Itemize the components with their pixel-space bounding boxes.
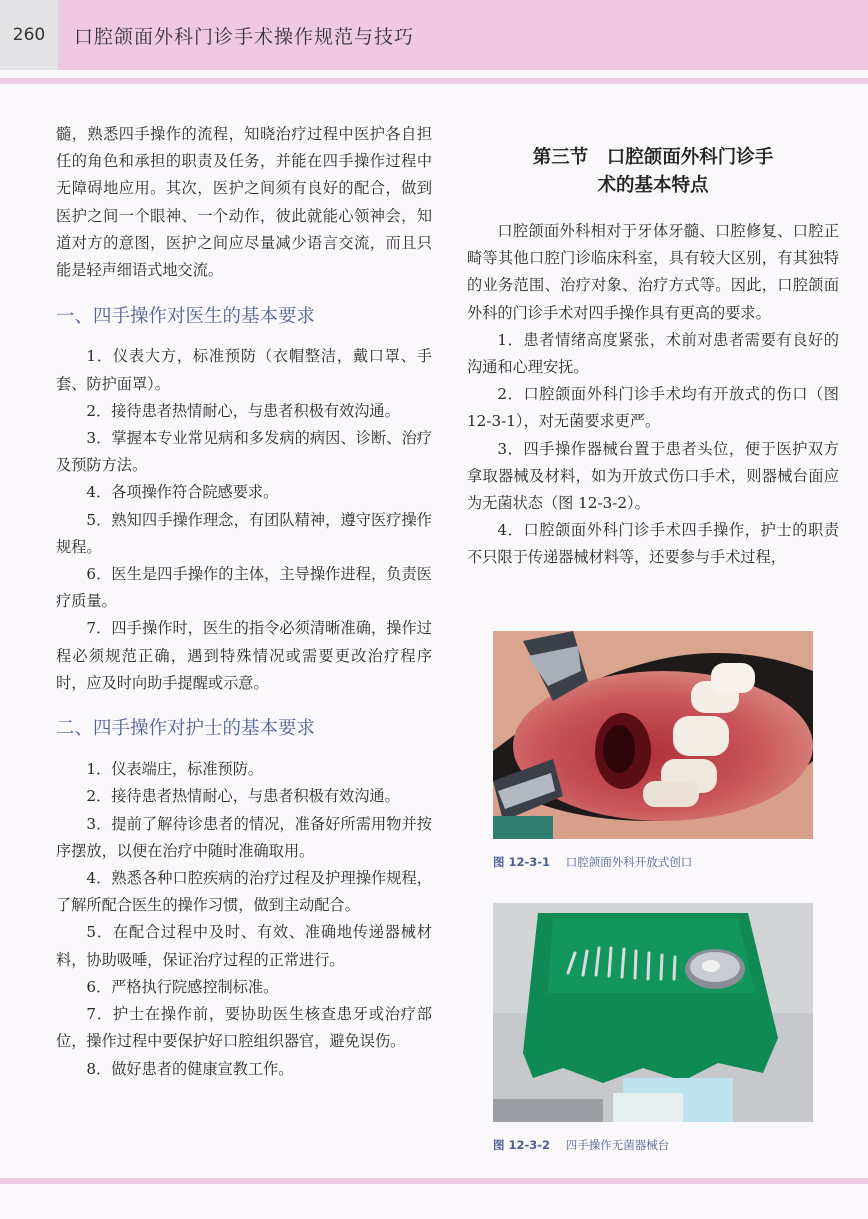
book-title: 口腔颌面外科门诊手术操作规范与技巧 bbox=[74, 26, 415, 48]
figure-12-3-1-caption bbox=[493, 854, 692, 870]
doctor-item-4: 4．各项操作符合院感要求。 bbox=[86, 483, 279, 502]
nurse-item-5: 5．在配合过程中及时、有效、准确地传递器械材料，协助吸唾，保证治疗过程的正常进行。 bbox=[56, 923, 432, 969]
nurse-item-1: 1．仪表端庄，标准预防。 bbox=[86, 760, 264, 779]
nurse-item-6: 6．严格执行院感控制标准。 bbox=[86, 977, 279, 996]
figure-number: 图 12-3-2 bbox=[493, 1138, 551, 1152]
section-title-line-2: 术的基本特点 bbox=[597, 175, 709, 196]
heading-doctor-requirements: 一、四手操作对医生的基本要求 bbox=[56, 306, 316, 328]
right-column bbox=[467, 218, 839, 572]
feature-item-4: 4．口腔颌面外科门诊手术四手操作，护士的职责不只限于传递器械材料等，还要参与手术过程， bbox=[467, 521, 839, 567]
figure-12-3-2-caption bbox=[493, 1137, 669, 1153]
intro-paragraph: 髓，熟悉四手操作的流程，知晓治疗过程中医护各自担任的角色和承担的职责及任务，并能在四手操作过程中无障碍地应用。其次，医护之间须有良好的配合，做到医护之间一个眼神、一个动作，彼此就能心领神会，知道对方的意图，医护之间应尽量减少语言交流，而且只能是轻声细语式地交流。 bbox=[56, 125, 432, 280]
left-column bbox=[56, 121, 432, 1083]
section-title-line-1: 第三节 口腔颌面外科门诊手 bbox=[532, 147, 774, 168]
figure-instrument-table-photo bbox=[493, 903, 813, 1122]
doctor-item-2: 2．接待患者热情耐心，与患者积极有效沟通。 bbox=[86, 401, 400, 420]
figure-number: 图 12-3-1 bbox=[493, 855, 551, 869]
doctor-item-5: 5．熟知四手操作理念，有团队精神，遵守医疗操作规程。 bbox=[56, 510, 432, 556]
nurse-item-3: 3．提前了解待诊患者的情况，准备好所需用物并按序摆放，以便在治疗中随时准确取用。 bbox=[56, 814, 432, 860]
figure-open-wound-photo bbox=[493, 631, 813, 839]
figure-caption-text: 口腔颌面外科开放式创口 bbox=[565, 855, 693, 869]
feature-item-3: 3．四手操作器械台置于患者头位，便于医护双方拿取器械及材料，如为开放式伤口手术，则器械台面应为无菌状态（图 12-3-2）。 bbox=[467, 439, 839, 513]
doctor-item-3: 3．掌握本专业常见病和多发病的病因、诊断、治疗及预防方法。 bbox=[56, 429, 432, 475]
heading-nurse-requirements: 二、四手操作对护士的基本要求 bbox=[56, 718, 316, 740]
feature-item-1: 1．患者情绪高度紧张，术前对患者需要有良好的沟通和心理安抚。 bbox=[467, 330, 839, 377]
feature-item-2: 2．口腔颌面外科门诊手术均有开放式的伤口（图 12-3-1），对无菌要求更严。 bbox=[467, 385, 839, 431]
footer-divider bbox=[0, 1178, 868, 1184]
section-intro-paragraph: 口腔颌面外科相对于牙体牙髓、口腔修复、口腔正畸等其他口腔门诊临床科室，具有较大区别，有其独特的业务范围、治疗对象、治疗方式等。因此，口腔颌面外科的门诊手术对四手操作具有更高的要求。 bbox=[467, 222, 839, 322]
figure-caption-text: 四手操作无菌器械台 bbox=[565, 1138, 670, 1152]
section-title bbox=[467, 144, 839, 200]
page-header bbox=[0, 0, 868, 70]
nurse-item-2: 2．接待患者热情耐心，与患者积极有效沟通。 bbox=[86, 787, 400, 806]
doctor-item-6: 6．医生是四手操作的主体，主导操作进程，负责医疗质量。 bbox=[56, 565, 432, 611]
nurse-item-4: 4．熟悉各种口腔疾病的治疗过程及护理操作规程，了解所配合医生的操作习惯，做到主动配合。 bbox=[56, 869, 432, 915]
doctor-item-1: 1．仪表大方，标准预防（衣帽整洁，戴口罩、手套、防护面罩）。 bbox=[56, 347, 432, 393]
doctor-item-7: 7．四手操作时，医生的指令必须清晰准确，操作过程必须规范正确，遇到特殊情况或需要更改治疗程序时，应及时向助手提醒或示意。 bbox=[56, 619, 432, 692]
header-divider bbox=[0, 78, 868, 84]
page-number: 260 bbox=[0, 0, 58, 70]
nurse-item-8: 8．做好患者的健康宣教工作。 bbox=[86, 1059, 294, 1078]
nurse-item-7: 7．护士在操作前，要协助医生核查患牙或治疗部位，操作过程中要保护好口腔组织器官，避免误伤。 bbox=[56, 1005, 432, 1051]
